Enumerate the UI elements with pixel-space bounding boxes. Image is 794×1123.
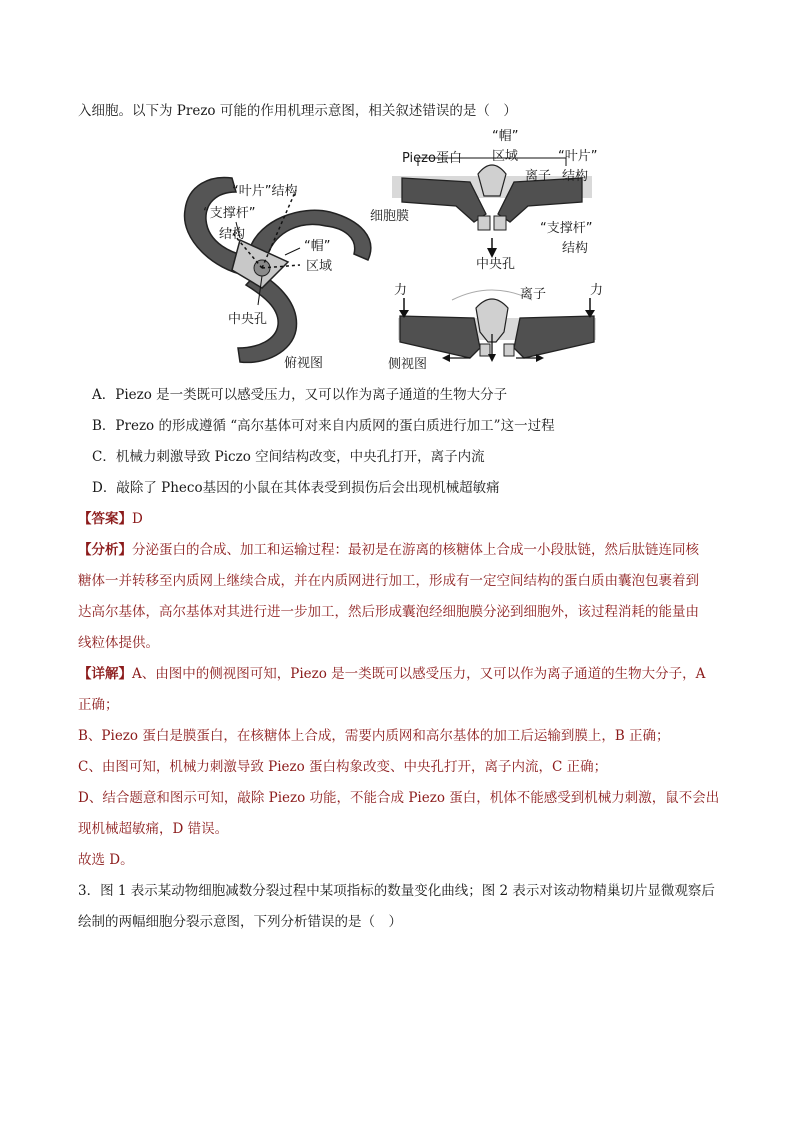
label-side-mao2: 区域	[492, 149, 519, 164]
label-force-right: 力	[590, 283, 604, 298]
label-side-ye2: 结构	[562, 169, 589, 184]
label-top-mao1: “帽”	[304, 239, 331, 254]
analysis-line-4: 线粒体提供。	[78, 635, 159, 651]
analysis-line-3: 达高尔基体，高尔基体对其进行进一步加工，然后形成囊泡经细胞膜分泌到细胞外，该过程消耗的能量由	[78, 604, 699, 620]
detail-line-3: B、Piezo 蛋白是膜蛋白，在核糖体上合成，需要内质网和高尔基体的加工后运输到膜上，B 正确；	[78, 728, 670, 744]
detail-line-7: 故选 D。	[78, 852, 134, 868]
label-top-kong: 中央孔	[228, 312, 268, 327]
analysis-text-1: 分泌蛋白的合成、加工和运输过程：最初是在游离的核糖体上合成一小段肽链，然后肽链连同核	[132, 542, 699, 558]
side-view-caption: 侧视图	[388, 357, 428, 372]
label-top-zhi2: 结构	[219, 227, 246, 242]
detail-text-1: A、由图中的侧视图可知，Piezo 是一类既可以感受压力，又可以作为离子通道的生物大分子，A	[132, 666, 706, 682]
detail-line-5: D、结合题意和图示可知，敲除 Piezo 功能，不能合成 Piezo 蛋白，机体不能感受到机械力刺激，鼠不会出	[78, 790, 720, 806]
answer-text: D	[132, 511, 143, 527]
label-side-ion2: 离子	[520, 287, 547, 302]
analysis-tag: 【分析】	[78, 542, 132, 558]
analysis-line-1	[78, 541, 699, 559]
label-side-zhi2: 结构	[562, 241, 589, 256]
label-top-zhi1: “支撑杆”	[203, 206, 256, 221]
label-side-zhi1: “支撑杆”	[540, 221, 593, 236]
detail-line-1	[78, 665, 705, 683]
detail-tag: 【详解】	[78, 666, 132, 682]
question3-line-1: 3．图 1 表示某动物细胞减数分裂过程中某项指标的数量变化曲线；图 2 表示对该动物精巢切片显微观察后	[78, 883, 715, 899]
option-d: D．敲除了 Pheco基因的小鼠在其体表受到损伤后会出现机械超敏痛	[92, 480, 500, 496]
label-side-membrane: 细胞膜	[370, 209, 410, 224]
label-side-kong: 中央孔	[476, 257, 516, 272]
detail-line-4: C、由图可知，机械力刺激导致 Piezo 蛋白构象改变、中央孔打开，离子内流，C 正确；	[78, 759, 608, 775]
detail-line-2: 正确；	[78, 697, 119, 713]
label-side-ion: 离子	[525, 169, 552, 184]
label-force-left: 力	[394, 283, 408, 298]
answer-tag: 【答案】	[78, 511, 132, 527]
answer-line	[78, 510, 143, 528]
option-c: C．机械力刺激导致 Piczo 空间结构改变，中央孔打开，离子内流	[92, 449, 485, 465]
analysis-line-2: 糖体一并转移至内质网上继续合成，并在内质网进行加工，形成有一定空间结构的蛋白质由囊泡包裹着到	[78, 573, 699, 589]
option-b: B．Prezo 的形成遵循 “高尔基体可对来自内质网的蛋白质进行加工”这一过程	[92, 418, 555, 434]
top-view-caption: 俯视图	[284, 356, 324, 371]
option-a: A．Piezo 是一类既可以感受压力，又可以作为离子通道的生物大分子	[92, 387, 508, 403]
detail-line-6: 现机械超敏痛，D 错误。	[78, 821, 229, 837]
piezo-figure	[0, 120, 794, 380]
question3-line-2: 绘制的两幅细胞分裂示意图，下列分析错误的是（ ）	[78, 914, 402, 930]
label-side-protein: Piezo蛋白	[402, 151, 462, 166]
side-view-open-diagram	[398, 290, 596, 362]
question-stem: 入细胞。以下为 Prezo 可能的作用机理示意图，相关叙述错误的是（ ）	[78, 103, 517, 119]
label-side-mao1: “帽”	[492, 129, 519, 144]
label-side-ye1: “叶片”	[558, 149, 598, 164]
label-top-mao2: 区域	[306, 259, 333, 274]
label-top-ye: “叶片”结构	[232, 184, 298, 199]
